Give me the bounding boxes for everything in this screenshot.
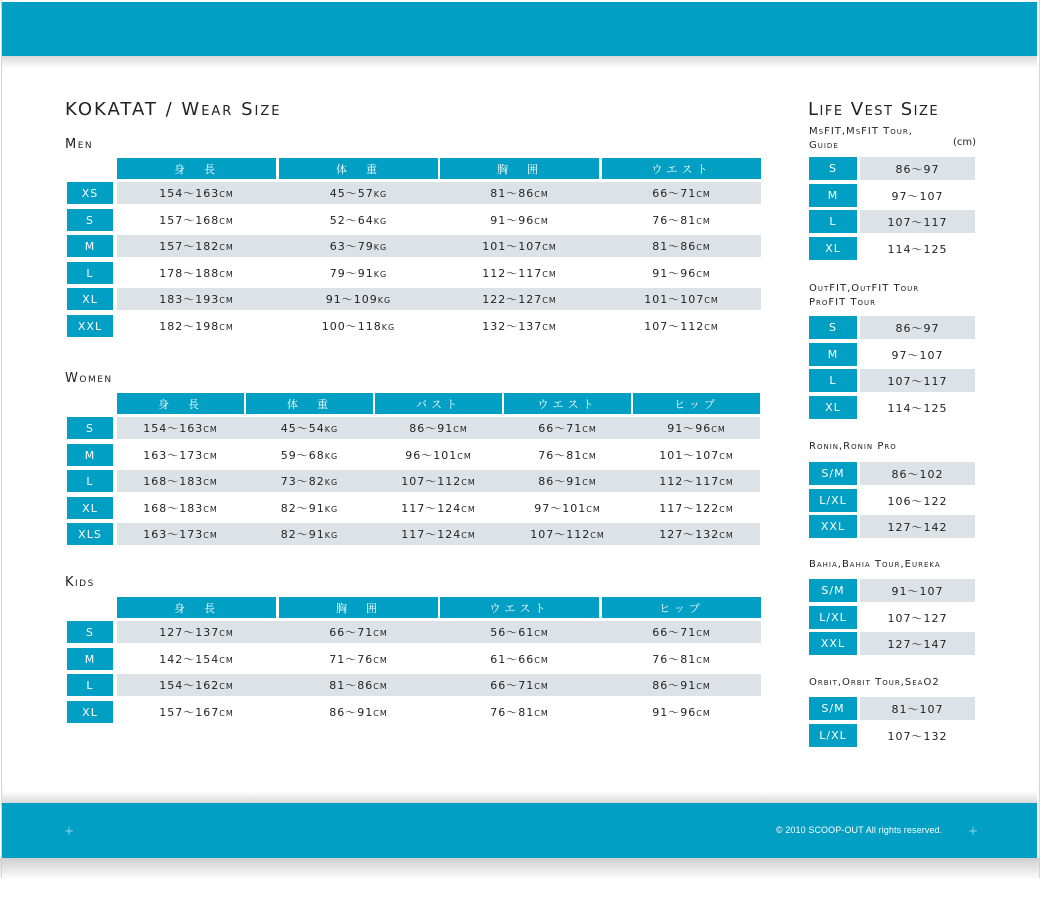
men-cell: 101〜107cm xyxy=(482,240,557,253)
men-cell: 45〜57kg xyxy=(329,187,388,200)
vest-group-label xyxy=(809,125,913,153)
women-size-s: S xyxy=(67,417,113,439)
kids-cell: 86〜91cm xyxy=(329,706,388,719)
wear-size-title: KOKATAT / Wear Size xyxy=(65,99,282,120)
men-size-xs: XS xyxy=(67,182,113,204)
men-size-m: M xyxy=(67,235,113,257)
vest-size-s: S xyxy=(809,157,857,180)
women-cell: 86〜91cm xyxy=(409,422,468,435)
women-cell: 154〜163cm xyxy=(143,422,218,435)
vest-value: 107〜117 xyxy=(860,369,975,392)
kids-cell: 66〜71cm xyxy=(490,679,549,692)
copyright-text: © 2010 SCOOP-OUT All rights reserved. xyxy=(776,825,943,835)
men-cell: 91〜109kg xyxy=(325,293,392,306)
women-size-xls: XLS xyxy=(67,523,113,545)
vest-size-s-m: S/M xyxy=(809,462,857,485)
men-cell: 76〜81cm xyxy=(652,214,711,227)
vest-group-label xyxy=(809,440,897,454)
men-header-2: 体 重 xyxy=(279,158,438,179)
women-cell: 82〜91kg xyxy=(280,528,339,541)
vest-group-label-line: MsFIT,MsFIT Tour, xyxy=(809,126,913,137)
women-cell: 117〜122cm xyxy=(659,502,734,515)
page-drop-shadow xyxy=(0,858,1040,880)
women-cell: 117〜124cm xyxy=(401,528,476,541)
men-size-xxl: XXL xyxy=(67,315,113,337)
kids-cell: 91〜96cm xyxy=(652,706,711,719)
women-cell: 101〜107cm xyxy=(659,449,734,462)
vest-value: 97〜107 xyxy=(891,348,944,362)
kids-cell: 61〜66cm xyxy=(490,653,549,666)
kids-cell: 154〜162cm xyxy=(159,679,234,692)
vest-group-label-line: ProFIT Tour xyxy=(809,297,876,308)
vest-group-label-line: Bahia,Bahia Tour,Eureka xyxy=(809,559,941,570)
women-cell: 168〜183cm xyxy=(143,502,218,515)
vest-size-l-xl: L/XL xyxy=(809,724,857,747)
kids-cell: 71〜76cm xyxy=(329,653,388,666)
vest-group-label-line: Ronin,Ronin Pro xyxy=(809,441,897,452)
vest-size-l: L xyxy=(809,369,857,392)
life-vest-size-title: Life Vest Size xyxy=(808,99,940,120)
kids-size-xl: XL xyxy=(67,701,113,723)
vest-size-xl: XL xyxy=(809,237,857,260)
men-cell: 154〜163cm xyxy=(159,187,234,200)
vest-value: 97〜107 xyxy=(891,189,944,203)
women-size-l: L xyxy=(67,470,113,492)
women-cell: 96〜101cm xyxy=(405,449,472,462)
kids-header-2: 胸 囲 xyxy=(279,597,438,618)
kids-cell: 66〜71cm xyxy=(652,626,711,639)
kids-size-l: L xyxy=(67,674,113,696)
men-cell: 132〜137cm xyxy=(482,320,557,333)
men-size-s: S xyxy=(67,209,113,231)
kids-header-3: ウエスト xyxy=(440,597,599,618)
vest-value: 127〜142 xyxy=(860,515,975,538)
unit-note: (cm) xyxy=(953,137,977,148)
women-cell: 97〜101cm xyxy=(534,502,601,515)
men-cell: 81〜86cm xyxy=(490,187,549,200)
women-cell: 66〜71cm xyxy=(538,422,597,435)
women-size-xl: XL xyxy=(67,497,113,519)
kids-cell: 86〜91cm xyxy=(652,679,711,692)
women-cell: 76〜81cm xyxy=(538,449,597,462)
women-header-4: ウエスト xyxy=(504,393,631,414)
vest-value: 86〜102 xyxy=(860,462,975,485)
men-size-l: L xyxy=(67,262,113,284)
women-size-m: M xyxy=(67,444,113,466)
kids-cell: 157〜167cm xyxy=(159,706,234,719)
men-header-3: 胸 囲 xyxy=(440,158,599,179)
top-banner xyxy=(2,2,1037,56)
kids-header-1: 身 長 xyxy=(117,597,276,618)
women-cell: 91〜96cm xyxy=(667,422,726,435)
women-cell: 112〜117cm xyxy=(659,475,734,488)
vest-size-s-m: S/M xyxy=(809,697,857,720)
women-cell: 59〜68kg xyxy=(280,449,339,462)
kids-cell: 142〜154cm xyxy=(159,653,234,666)
top-banner-shadow xyxy=(2,56,1037,68)
vest-group-label-line: Orbit,Orbit Tour,SeaO2 xyxy=(809,677,940,688)
men-cell: 182〜198cm xyxy=(159,320,234,333)
kids-header-4: ヒップ xyxy=(602,597,761,618)
vest-size-l: L xyxy=(809,210,857,233)
women-cell: 127〜132cm xyxy=(659,528,734,541)
men-cell: 101〜107cm xyxy=(644,293,719,306)
vest-value: 91〜107 xyxy=(860,579,975,602)
vest-size-s-m: S/M xyxy=(809,579,857,602)
men-cell: 100〜118kg xyxy=(321,320,396,333)
vest-group-label xyxy=(809,282,919,310)
vest-value: 106〜122 xyxy=(887,494,948,508)
vest-value: 107〜132 xyxy=(887,729,948,743)
kids-cell: 56〜61cm xyxy=(490,626,549,639)
women-cell: 73〜82kg xyxy=(280,475,339,488)
kids-cell: 76〜81cm xyxy=(652,653,711,666)
men-cell: 66〜71cm xyxy=(652,187,711,200)
kids-cell: 76〜81cm xyxy=(490,706,549,719)
kids-size-s: S xyxy=(67,621,113,643)
men-header-4: ウエスト xyxy=(602,158,761,179)
women-cell: 82〜91kg xyxy=(280,502,339,515)
vest-size-s: S xyxy=(809,316,857,339)
women-cell: 107〜112cm xyxy=(530,528,605,541)
men-cell: 63〜79kg xyxy=(329,240,388,253)
vest-value: 127〜147 xyxy=(860,632,975,655)
crosshair-right-icon: + xyxy=(968,824,979,838)
vest-value: 114〜125 xyxy=(887,401,948,415)
vest-value: 86〜97 xyxy=(860,157,975,180)
men-cell: 81〜86cm xyxy=(652,240,711,253)
kids-cell: 127〜137cm xyxy=(159,626,234,639)
women-section-label: Women xyxy=(65,371,113,386)
men-cell: 107〜112cm xyxy=(644,320,719,333)
men-cell: 52〜64kg xyxy=(329,214,388,227)
women-cell: 163〜173cm xyxy=(143,449,218,462)
vest-group-label xyxy=(809,558,941,572)
vest-group-label-line: OutFIT,OutFIT Tour xyxy=(809,283,920,294)
men-cell: 112〜117cm xyxy=(482,267,557,280)
kids-size-m: M xyxy=(67,648,113,670)
vest-value: 81〜107 xyxy=(860,697,975,720)
women-cell: 45〜54kg xyxy=(280,422,339,435)
men-cell: 91〜96cm xyxy=(490,214,549,227)
women-cell: 117〜124cm xyxy=(401,502,476,515)
women-header-3: バスト xyxy=(375,393,502,414)
men-size-xl: XL xyxy=(67,288,113,310)
kids-cell: 81〜86cm xyxy=(329,679,388,692)
kids-section-label: Kids xyxy=(65,575,95,590)
vest-size-xxl: XXL xyxy=(809,632,857,655)
bottom-banner-shadow xyxy=(2,791,1037,803)
men-cell: 157〜182cm xyxy=(159,240,234,253)
women-cell: 163〜173cm xyxy=(143,528,218,541)
kids-cell: 66〜71cm xyxy=(329,626,388,639)
women-header-1: 身 長 xyxy=(117,393,244,414)
vest-value: 107〜127 xyxy=(887,611,948,625)
crosshair-left-icon: + xyxy=(64,824,75,838)
vest-size-m: M xyxy=(809,184,857,207)
vest-size-l-xl: L/XL xyxy=(809,489,857,512)
women-header-2: 体 重 xyxy=(246,393,373,414)
men-header-1: 身 長 xyxy=(117,158,276,179)
men-cell: 91〜96cm xyxy=(652,267,711,280)
men-cell: 79〜91kg xyxy=(329,267,388,280)
men-cell: 178〜188cm xyxy=(159,267,234,280)
vest-value: 107〜117 xyxy=(860,210,975,233)
women-header-5: ヒップ xyxy=(633,393,760,414)
men-cell: 157〜168cm xyxy=(159,214,234,227)
women-cell: 168〜183cm xyxy=(143,475,218,488)
vest-size-xl: XL xyxy=(809,396,857,419)
vest-size-l-xl: L/XL xyxy=(809,606,857,629)
vest-group-label-line: Guide xyxy=(809,140,839,151)
men-cell: 122〜127cm xyxy=(482,293,557,306)
women-cell: 86〜91cm xyxy=(538,475,597,488)
vest-size-xxl: XXL xyxy=(809,515,857,538)
vest-value: 114〜125 xyxy=(887,242,948,256)
vest-group-label xyxy=(809,676,940,690)
vest-value: 86〜97 xyxy=(860,316,975,339)
women-cell: 107〜112cm xyxy=(401,475,476,488)
vest-size-m: M xyxy=(809,343,857,366)
men-section-label: Men xyxy=(65,137,94,152)
men-cell: 183〜193cm xyxy=(159,293,234,306)
